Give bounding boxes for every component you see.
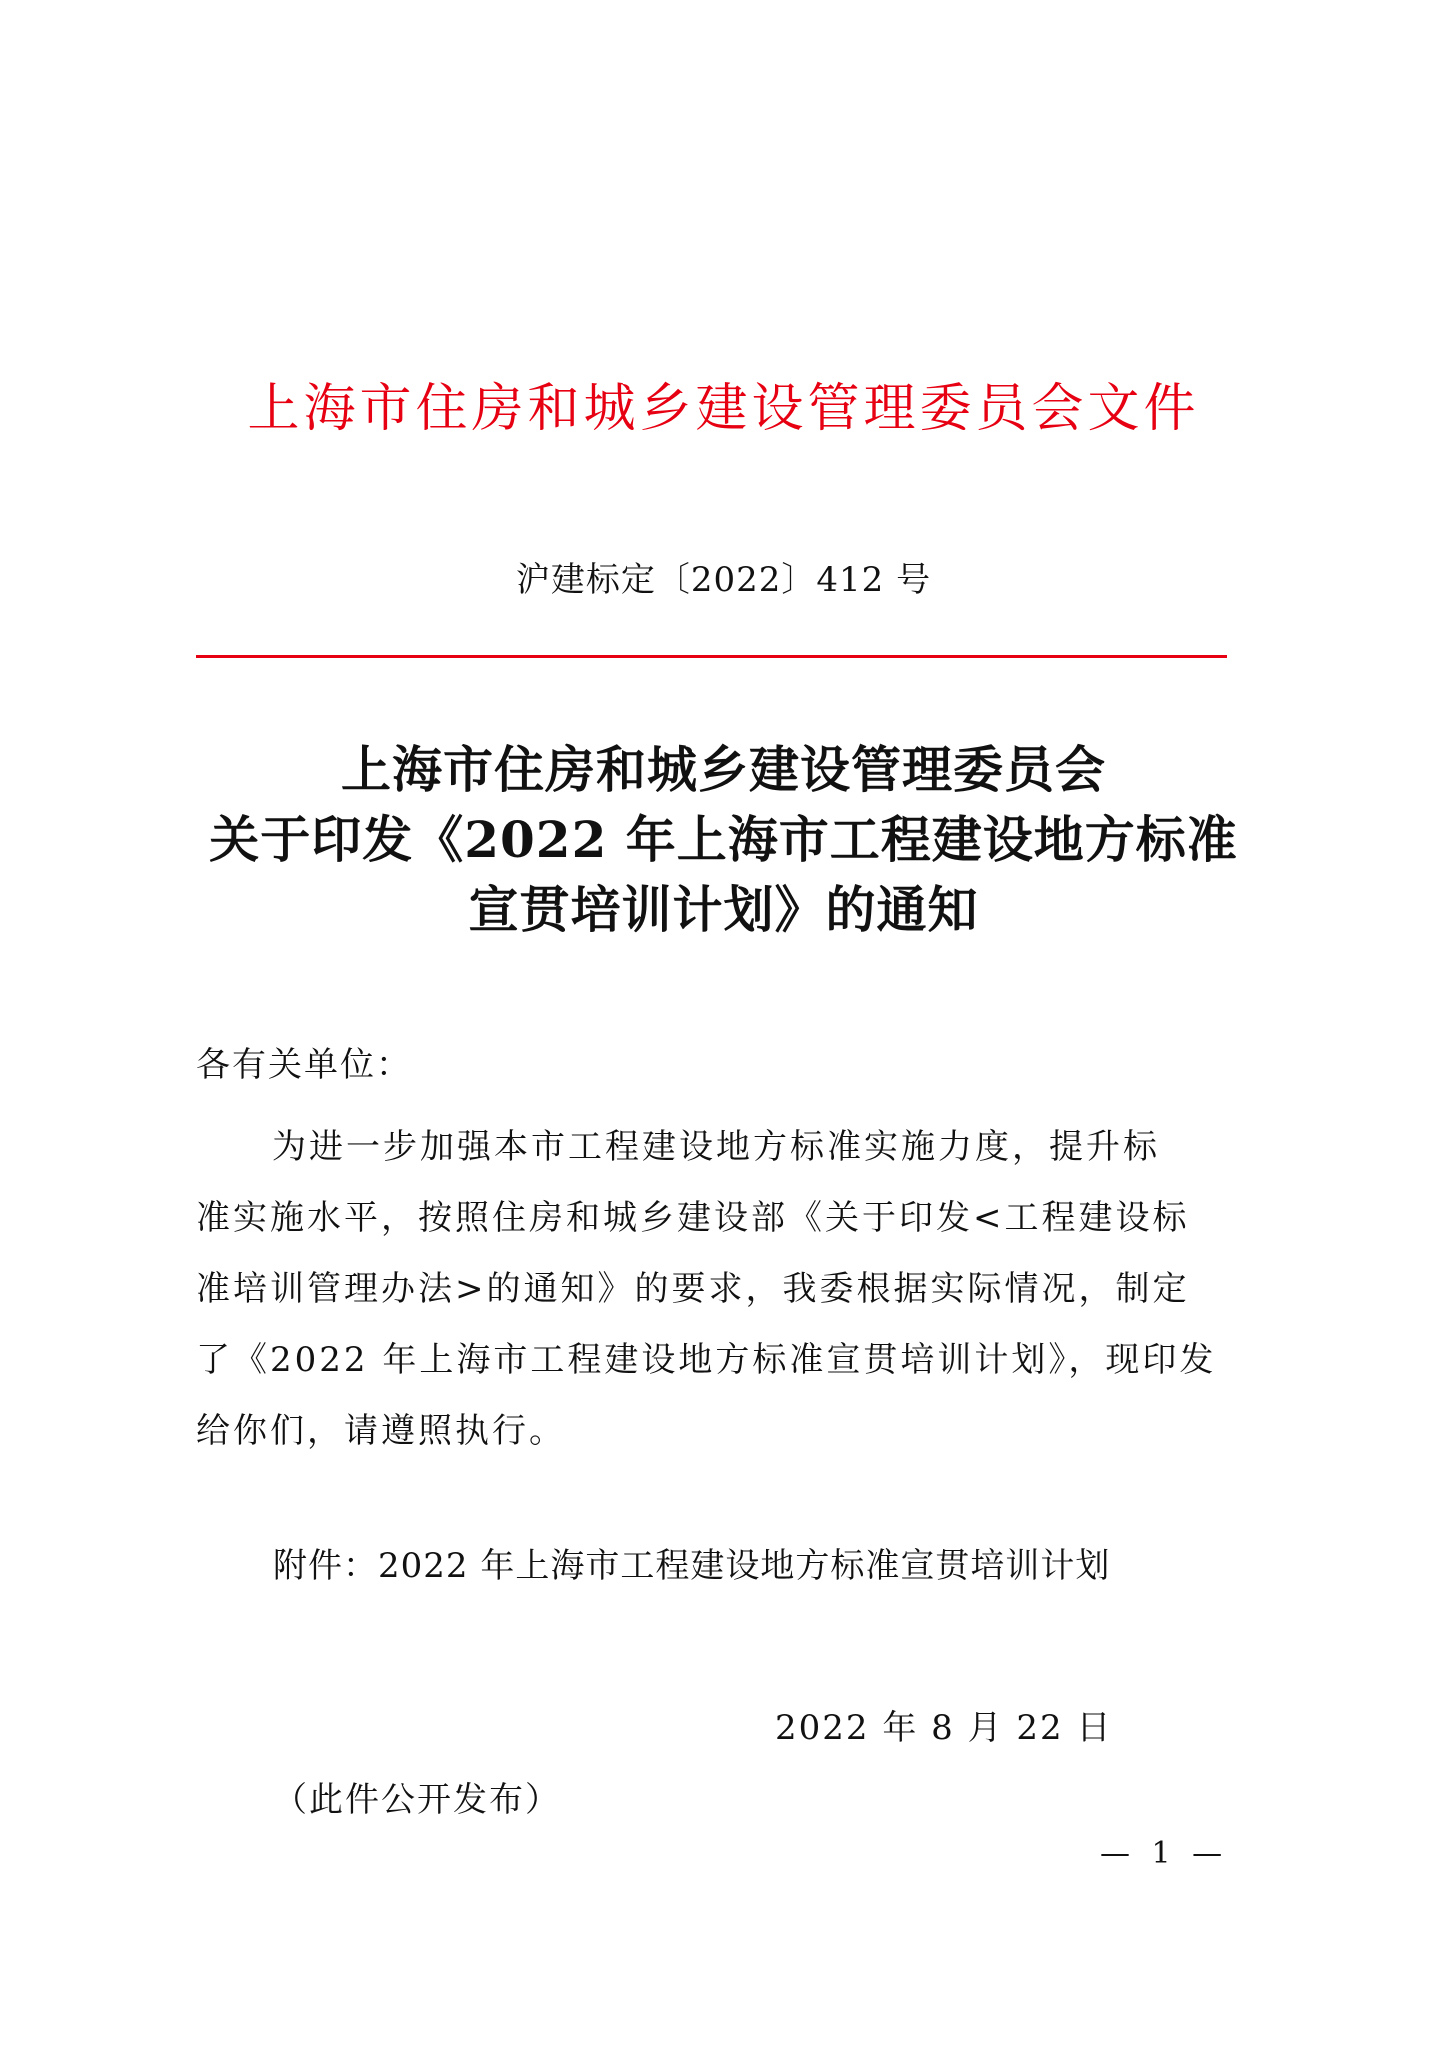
body-line: 了《2022 年上海市工程建设地方标准宣贯培训计划》，现印发	[196, 1340, 1217, 1380]
masthead: 上海市住房和城乡建设管理委员会文件	[247, 379, 1200, 439]
body-line: 为进一步加强本市工程建设地方标准实施力度，提升标	[272, 1127, 1160, 1167]
body-paragraph	[196, 1112, 1276, 1467]
page-number: — 1 —	[1100, 1836, 1229, 1871]
document-title	[140, 735, 1307, 945]
title-line: 上海市住房和城乡建设管理委员会	[341, 740, 1106, 799]
salutation: 各有关单位：	[196, 1045, 412, 1085]
body-line: 给你们，请遵照执行。	[196, 1411, 566, 1451]
public-release-note: （此件公开发布）	[273, 1780, 561, 1820]
body-line: 准培训管理办法>的通知》的要求，我委根据实际情况，制定	[196, 1269, 1190, 1309]
attachment-line: 附件：2022 年上海市工程建设地方标准宣贯培训计划	[273, 1546, 1111, 1586]
body-line: 准实施水平，按照住房和城乡建设部《关于印发<工程建设标	[196, 1198, 1190, 1238]
issue-date: 2022 年 8 月 22 日	[775, 1708, 1113, 1748]
title-line: 宣贯培训计划》的通知	[468, 880, 979, 939]
title-line: 关于印发《2022 年上海市工程建设地方标准	[209, 810, 1238, 869]
red-separator-rule	[196, 655, 1227, 658]
document-number: 沪建标定〔2022〕412 号	[515, 560, 932, 600]
